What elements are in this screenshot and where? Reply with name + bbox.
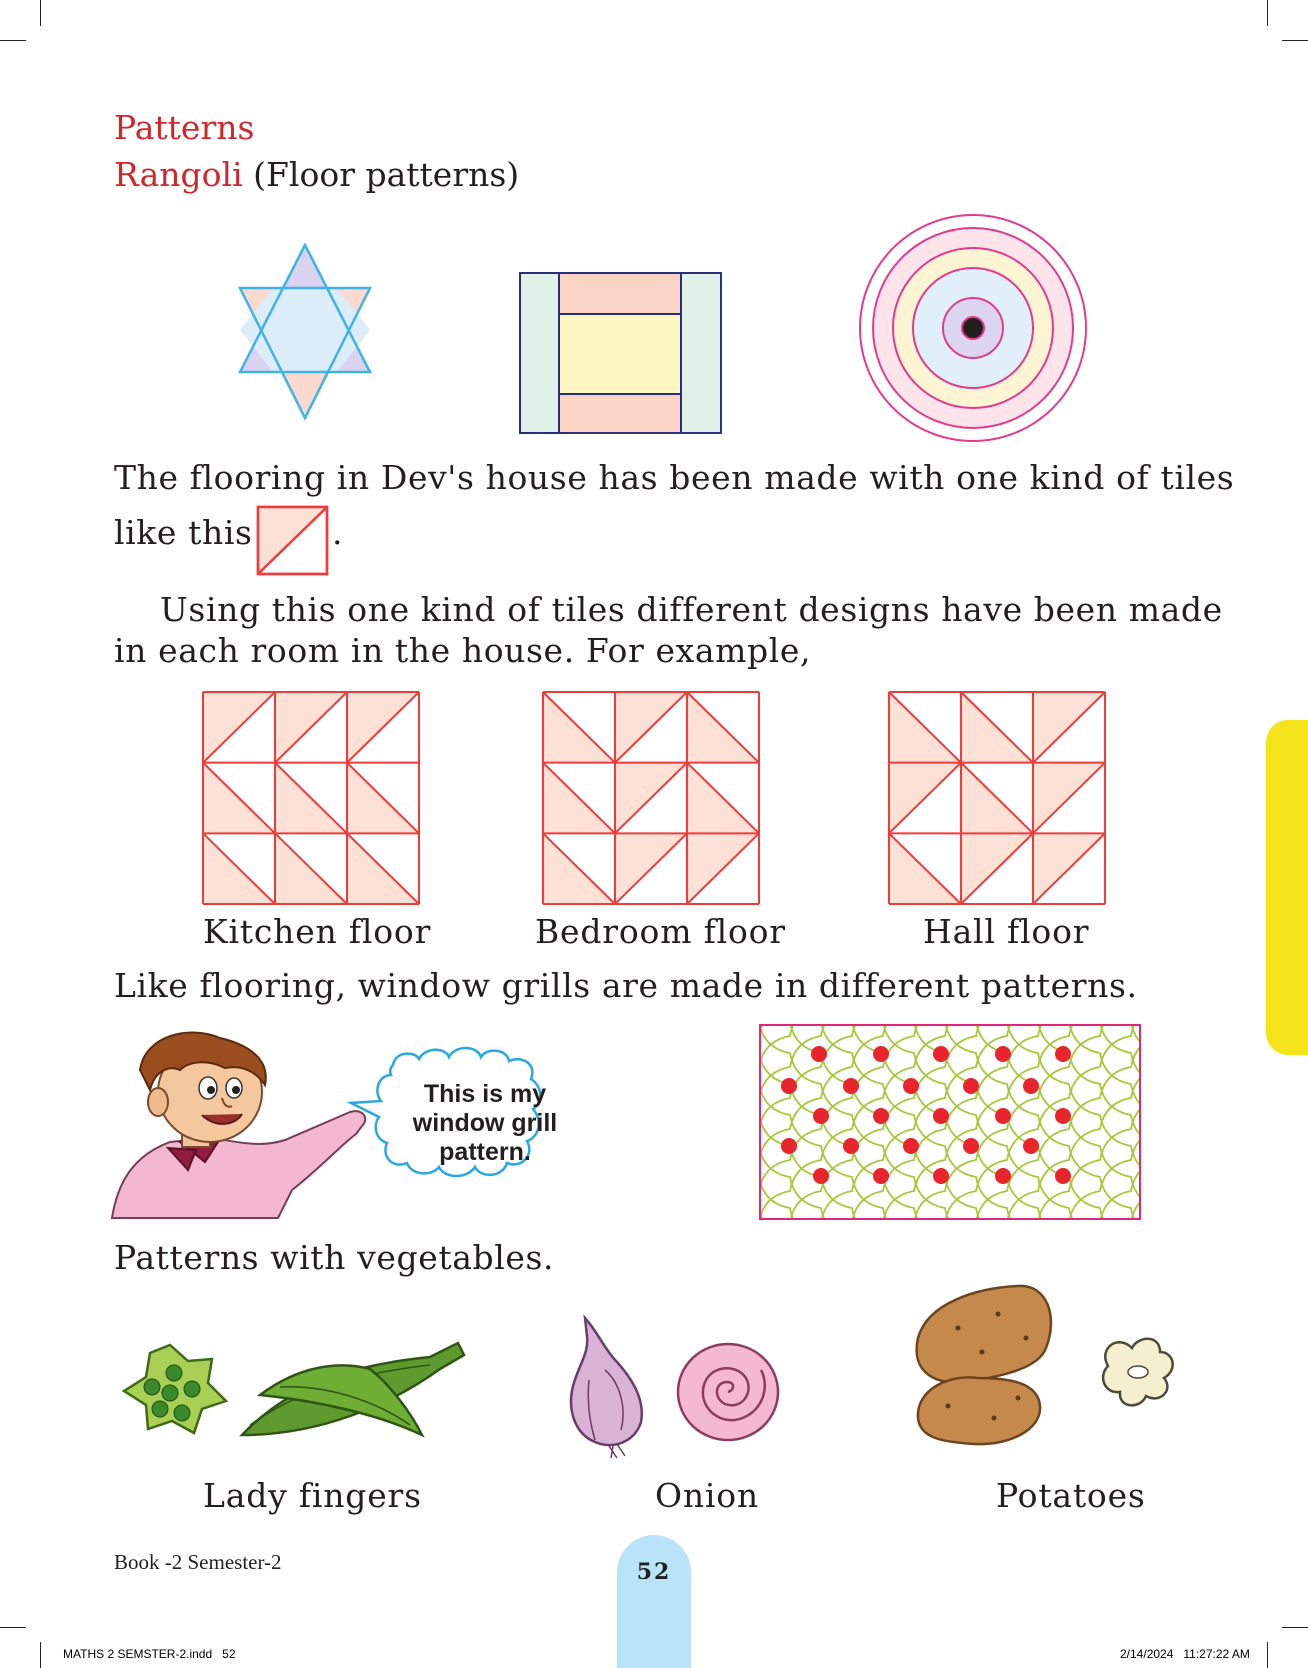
- onion-illustration: [565, 1310, 790, 1460]
- grill-dot: [1055, 1046, 1071, 1062]
- crop-mark: [1267, 1642, 1268, 1668]
- subtitle-floor-patterns: (Floor patterns): [253, 155, 520, 194]
- paragraph-window-grills: Like flooring, window grills are made in different patterns.: [114, 966, 1138, 1005]
- grill-dot: [903, 1078, 919, 1094]
- speech-bubble-text: [390, 1080, 580, 1167]
- caption-hall-floor: Hall floor: [923, 912, 1090, 951]
- kitchen-floor-pattern: [201, 690, 421, 906]
- footer-book-label: Book -2 Semester-2: [114, 1550, 282, 1574]
- paragraph-designs-line2: in each room in the house. For example,: [114, 631, 812, 670]
- grill-dot: [995, 1168, 1011, 1184]
- bedroom-floor-pattern: [541, 690, 761, 906]
- grill-dot: [963, 1078, 979, 1094]
- section-subtitle: [114, 152, 519, 198]
- grill-dot: [963, 1138, 979, 1154]
- grill-dot: [873, 1108, 889, 1124]
- speech-line-1: This is my: [423, 1080, 547, 1108]
- grill-dot: [813, 1108, 829, 1124]
- crop-mark: [0, 1627, 26, 1628]
- slug-date-info: 2/14/2024 11:27:22 AM: [1120, 1647, 1250, 1661]
- crop-mark: [40, 0, 41, 26]
- grill-dot: [1055, 1168, 1071, 1184]
- boy-illustration: [110, 1030, 370, 1220]
- star-rangoli: [230, 240, 380, 420]
- grill-dot: [1055, 1108, 1071, 1124]
- subtitle-rangoli: Rangoli: [114, 155, 243, 194]
- grill-dot: [933, 1046, 949, 1062]
- paragraph-vegetables: Patterns with vegetables.: [114, 1238, 555, 1277]
- caption-bedroom-floor: Bedroom floor: [535, 912, 786, 951]
- crop-mark: [0, 40, 26, 41]
- paragraph-designs-line1: Using this one kind of tiles different designs have been made: [160, 590, 1223, 629]
- caption-lady-fingers: Lady fingers: [203, 1476, 422, 1515]
- crop-mark: [1267, 0, 1268, 26]
- speech-line-3: pattern.: [439, 1138, 531, 1166]
- grill-dot: [813, 1168, 829, 1184]
- grill-dot: [873, 1046, 889, 1062]
- grill-dot: [995, 1108, 1011, 1124]
- potatoes-illustration: [898, 1278, 1198, 1458]
- concentric-circle-rangoli: [857, 212, 1089, 444]
- paragraph-flooring-line1: The flooring in Dev's house has been made with one kind of tiles: [114, 458, 1235, 497]
- caption-potatoes: Potatoes: [996, 1476, 1146, 1515]
- speech-line-2: window grill: [412, 1109, 558, 1137]
- grill-dot: [1023, 1078, 1039, 1094]
- grill-dot: [781, 1078, 797, 1094]
- grill-dot: [873, 1168, 889, 1184]
- grill-dot: [995, 1046, 1011, 1062]
- grill-dot: [1023, 1138, 1039, 1154]
- crop-mark: [1282, 1627, 1308, 1628]
- caption-kitchen-floor: Kitchen floor: [203, 912, 432, 951]
- rectangle-rangoli: [519, 272, 725, 436]
- grill-dot: [933, 1168, 949, 1184]
- paragraph-flooring-period: .: [332, 513, 344, 552]
- slug-file-info: MATHS 2 SEMSTER-2.indd 52: [63, 1647, 236, 1661]
- page-number-badge: [617, 1535, 691, 1668]
- crop-mark: [1282, 40, 1308, 41]
- page-number: 52: [636, 1559, 672, 1585]
- page-title: Patterns: [114, 108, 255, 147]
- crop-mark: [40, 1642, 41, 1668]
- grill-dot: [903, 1138, 919, 1154]
- grill-dot: [781, 1138, 797, 1154]
- lady-fingers-illustration: [110, 1325, 480, 1455]
- grill-dot: [811, 1046, 827, 1062]
- grill-dot: [843, 1138, 859, 1154]
- sample-tile: [256, 505, 330, 577]
- paragraph-flooring-line2: like this: [114, 513, 253, 552]
- grill-dot: [843, 1078, 859, 1094]
- caption-onion: Onion: [655, 1476, 759, 1515]
- side-tab: [1266, 720, 1308, 1055]
- hall-floor-pattern: [887, 690, 1107, 906]
- window-grill-pattern: [759, 1024, 1141, 1220]
- grill-dot: [933, 1108, 949, 1124]
